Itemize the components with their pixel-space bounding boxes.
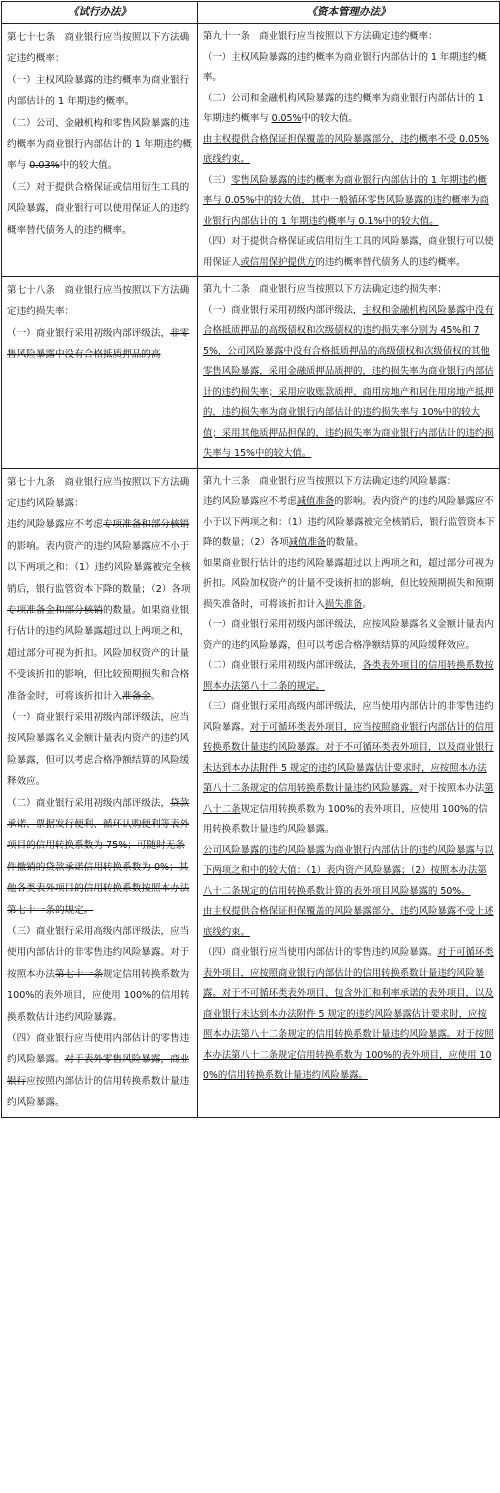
text-run: （一）商业银行采用初级内部评级法， [203, 304, 363, 316]
table-row [2, 24, 500, 277]
table-row [2, 277, 500, 469]
cell-right [198, 468, 500, 1117]
text-run: （二）商业银行采用初级内部评级法， [7, 797, 171, 809]
struck-text: 第七十一条 [54, 968, 103, 980]
text-run: 的影响。表内资产的违约风险暴露应不小于以下两项之和：（1）违约风险暴露被完全核销后，银行监管资本下降的数量；（2）各项 [203, 496, 495, 548]
text-run: （三） [203, 174, 232, 186]
paragraph [203, 472, 495, 493]
text-run: 的违约概率替代债务人的违约概率。 [315, 256, 466, 268]
paragraph [203, 841, 495, 903]
struck-text: 非零售风险暴露中没有合格抵质押品的高 [7, 327, 190, 361]
text-run: 第九十二条 商业银行应当按照以下方法确定违约损失率： [203, 284, 447, 295]
text-run: （二）公司和金融机构风险暴露的违约概率为商业银行内部估计的 1 年期违约概率与 [203, 92, 484, 124]
text-run: （三）商业银行采用高级内部评级法，应当使用内部估计的非零售违约风险暴露。对于按照本办法 [7, 926, 190, 980]
text-run: 的数量。如果商业银行估计的违约风险暴露超过以上两项之和，超过部分可视为折扣。风险加权资产的计量不受该折扣的影响，但比较预期损失和合格准备金时，可将该折扣计入 [7, 604, 190, 702]
paragraph [203, 492, 495, 554]
underlined-text: 对于按照本办法第八十二条规定信用转换系数为 100%的表外项目，应使用 100%的信用转换系数计量违约风险暴露。 [203, 1029, 494, 1081]
underlined-text: 由主权提供合格保证担保覆盖的风险暴露部分，违约概率不受 0.05%底线约束。 [203, 133, 489, 165]
underlined-text: 0.05% [271, 113, 302, 124]
underlined-text: 减值准备 [296, 496, 335, 507]
underlined-text: 零售风险暴露的违约概率为商业银行内部估计的 1 年期违约概率与 0.05%中的较大值，其中一般循环零售风险暴露的违约概率为商业银行内部估计的 1 年期违约概率与 0.1%中的较大值。 [203, 174, 489, 227]
text-run: 第七十七条 商业银行应当按照以下方法确定违约概率： [7, 32, 190, 65]
text-run: （三）对于提供合格保证或信用衍生工具的风险暴露，商业银行可以使用保证人的违约概率替代债务人的违约概率。 [7, 181, 190, 236]
text-run: 如果商业银行估计的违约风险暴露超过以上两项之和，超过部分可视为折扣。风险加权资产的计量不受该折扣的影响，但比较预期损失和预期损失准备时，可将该折扣计入 [203, 557, 494, 610]
paragraph [203, 27, 495, 48]
paragraph [7, 514, 193, 707]
paragraph [7, 1028, 193, 1114]
paragraph [7, 280, 193, 323]
text-run: （四）对于提供合格保证或信用衍生工具的风险暴露，商业银行可以使用保证人 [203, 236, 494, 268]
cell-left [2, 277, 198, 469]
paragraph [203, 89, 495, 130]
paragraph [203, 48, 495, 89]
text-run: 第九十三条 商业银行应当按照以下方法确定违约风险暴露： [203, 475, 457, 487]
underlined-text: 由主权提供合格保证担保覆盖的风险暴露部分，违约风险暴露不受上述底线约束。 [203, 906, 494, 938]
text-run: 第七十八条 商业银行应当按照以下方法确定违约损失率： [7, 285, 190, 318]
cell-right [198, 24, 500, 277]
paragraph [203, 902, 495, 943]
paragraph [203, 554, 495, 616]
cell-left [2, 24, 198, 277]
text-run: 中的较大值。 [59, 160, 118, 172]
paragraph [7, 323, 193, 366]
text-run: 。 [362, 598, 372, 610]
paragraph [7, 793, 193, 921]
text-run: 。 [150, 690, 161, 702]
struck-text: 贷款承诺、票据发行便利、循环认购便利等表外项目的信用转换系数为 75%；可随时无条件撤销的贷款承诺信用转换系数为 0%；其他各类表外项目的信用转换系数按照本办法第七十一条的规定。 [7, 797, 190, 916]
paragraph [203, 697, 495, 841]
underlined-text: 公司风险暴露的违约风险暴露为商业银行内部估计的违约风险暴露与以下两项之和中的较大值：（1）表内资产风险暴露；（2）按照本办法第八十二条规定的信用转换系数计算的表外项目风险暴露的 50%。 [203, 844, 494, 897]
paragraph [203, 943, 495, 1087]
header-left: 《试行办法》 [2, 2, 198, 24]
text-run: 的影响。表内资产的违约风险暴露应不小于以下两项之和：（1）违约风险暴露被完全核销后，银行监管资本下降的数量；（2）各项 [7, 540, 191, 595]
paragraph [203, 656, 495, 697]
text-run: （一）商业银行采用初级内部评级法，应按风险暴露名义金额计量表内资产的违约风险暴露，但可以考虑合格净额结算的风险缓释效应。 [203, 619, 494, 651]
paragraph [203, 171, 495, 233]
underlined-text: 各类表外项目的信用转换系数按照本办法第八十二条的规定。 [203, 660, 494, 692]
header-row [2, 2, 500, 24]
text-run: （四）商业银行应当使用内部估计的零售违约风险暴露。 [203, 947, 438, 958]
underlined-text: 第八十二条 [203, 783, 494, 815]
paragraph [7, 113, 193, 177]
struck-text: 专项准备金和部分核销 [7, 604, 103, 616]
cell-right [198, 277, 500, 469]
cell-left [2, 468, 198, 1117]
text-run: 第七十九条 商业银行应当按照以下方法确定违约风险暴露： [7, 476, 190, 509]
text-run: 违约风险暴露应不考虑 [203, 496, 297, 507]
text-run: 第九十一条 商业银行应当按照以下方法确定违约概率： [203, 31, 438, 42]
text-run: 规定信用转换系数为 100%的表外项目，应使用 100%的信用转换系数估计违约风险暴露。 [7, 968, 190, 1023]
paragraph [7, 177, 193, 241]
underlined-text: 或信用保护提供方 [240, 256, 316, 268]
text-run: 违约风险暴露应不考虑 [7, 519, 103, 531]
underlined-text: 对于可循环类表外项目，应当按照商业银行内部估计的信用转换系数计量违约风险暴露。对于不可循环类表外项目，以及商业银行未达到本办法附件 5 规定的违约风险暴露估计要求时，应按照本办法第八十二条规定的信用转换系数计量违约风险暴露。 [203, 721, 494, 794]
text-run: 的数量。 [326, 537, 364, 548]
text-run: （四）商业银行应当使用内部估计的零售违约风险暴露。 [7, 1033, 190, 1066]
struck-text: 专项准备和部分核销 [102, 519, 190, 531]
paragraph [203, 615, 495, 656]
text-run: 规定信用转换系数为 100%的表外项目，应使用 100%的信用转换系数计量违约风险暴露。 [203, 803, 488, 835]
underlined-text: 损失准备 [324, 598, 363, 610]
paragraph [203, 280, 495, 301]
text-run: （三）商业银行采用高级内部评级法，应当使用内部估计的非零售违约风险暴露。 [203, 701, 494, 733]
struck-text: 对于表外零售风险暴露，商业银行 [7, 1054, 190, 1087]
paragraph [7, 921, 193, 1028]
text-run: 应按照内部估计的信用转换系数计量违约风险暴露。 [7, 1075, 190, 1109]
struck-text: 0.03% [29, 160, 60, 172]
header-right: 《资本管理办法》 [198, 2, 500, 24]
paragraph [203, 232, 495, 273]
paragraph [7, 27, 193, 70]
text-run: （一）主权风险暴露的违约概率为商业银行内部估计的 1 年期违约概率。 [203, 51, 487, 83]
paragraph [203, 130, 495, 171]
underlined-text: 对于可循环类表外项目，应按照商业银行内部估计的信用转换系数计量违约风险暴露。对于不可循环类表外项目、包含外汇和利率承诺的表外项目，以及商业银行未达到本办法附件 5 规定的违约风险暴露估计要求时，应按照本办法第八十二条规定的信用转换系数计量违约风险暴露。 [203, 947, 494, 1040]
paragraph [7, 707, 193, 793]
paragraph [7, 70, 193, 113]
text-run: （一）商业银行采用初级内部评级法，应当按风险暴露名义金额计量表内资产的违约风险暴露，但可以考虑合格净额结算的风险缓释效应。 [7, 711, 190, 788]
text-run: （二）公司、金融机构和零售风险暴露的违约概率为商业银行内部估计的 1 年期违约概率与 [7, 117, 192, 172]
paragraph [203, 301, 495, 465]
text-run: 对于按照本办法 [418, 783, 485, 794]
struck-text: 准备金 [122, 690, 151, 702]
text-run: （二）商业银行采用初级内部评级法， [203, 660, 363, 671]
underlined-text: 减值准备 [288, 537, 327, 548]
table-row [2, 468, 500, 1117]
text-run: （一）主权风险暴露的违约概率为商业银行内部估计的 1 年期违约概率。 [7, 74, 190, 108]
paragraph [7, 472, 193, 515]
underlined-text: 主权和金融机构风险暴露中没有合格抵质押品的高级债权和次级债权的违约损失率分别为 45%和 75%，公司风险暴露中没有合格抵质押品的高级债权和次级债权的其他零售风险暴露，采用金融质押品质押的，违约损失率为商业银行内部估计的违约损失率；采用应收账款质押、商用房地产和居住用房地产抵押的，违约损失率为商业银行内部估计的违约损失率与 10%中的较大值；采用其他质押品担保的，违约损失率为商业银行内部估计的违约损失率与 15%中的较大值。 [203, 304, 494, 459]
comparison-table [1, 1, 500, 1118]
text-run: 中的较大值。 [301, 113, 358, 124]
text-run: （一）商业银行采用初级内部评级法， [7, 327, 171, 339]
